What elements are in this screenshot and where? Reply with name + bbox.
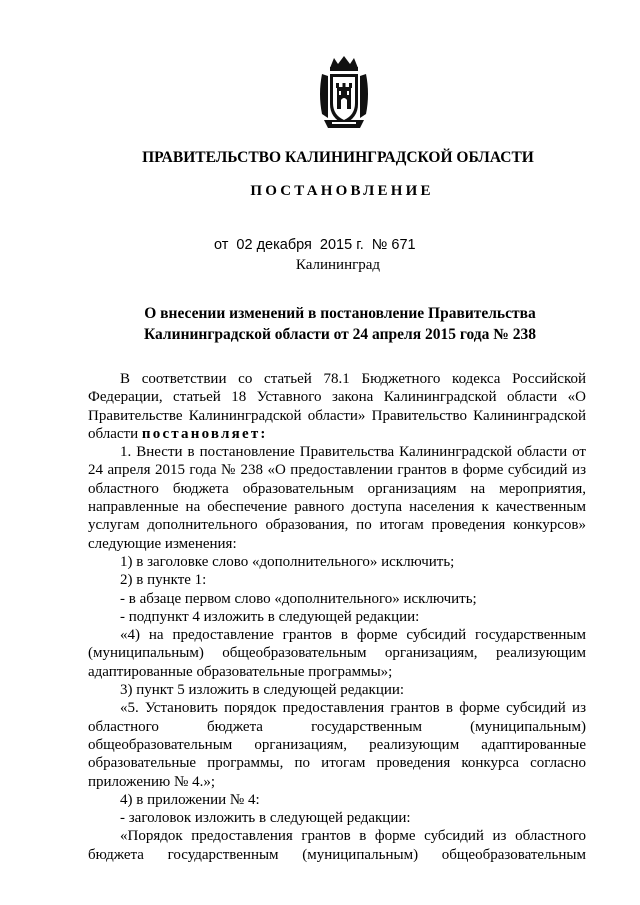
paragraph-4: - в абзаце первом слово «дополнительного» исключить;: [120, 590, 477, 607]
resolves-word: постановляет:: [141, 425, 268, 442]
paragraph-1: 1. Внести в постановление Правительства Калининградской области от 24 апреля 2015 года № 238 «О предоставлении грантов в форме субсидий из областного бюджета образовательным организациям на мероприятия, направленные на обеспечение равного доступа населения к качественным услугам дополнительного образования, по итогам проведения конкурсов» следующие изменения:: [88, 444, 586, 552]
subject-line-2: Калининградской области от 24 апреля 2015 года № 238: [144, 326, 536, 343]
subject-line-1: О внесении изменений в постановление Правительства: [144, 305, 536, 322]
document-subject: [94, 303, 586, 345]
paragraph-2: 1) в заголовке слово «дополнительного» исключить;: [120, 553, 455, 570]
document-body: [88, 370, 586, 864]
document-type: ПОСТАНОВЛЕНИЕ: [250, 183, 434, 199]
paragraph-11: «Порядок предоставления грантов в форме субсидий из областного бюджета государственным (муниципальным) общеобразовательным: [88, 828, 586, 863]
paragraph-3: 2) в пункте 1:: [120, 572, 207, 589]
organization-title: ПРАВИТЕЛЬСТВО КАЛИНИНГРАДСКОЙ ОБЛАСТИ: [142, 149, 534, 166]
city: Калининград: [295, 257, 381, 273]
paragraph-10: - заголовок изложить в следующей редакции:: [120, 810, 411, 827]
paragraph-7: 3) пункт 5 изложить в следующей редакции:: [120, 682, 405, 699]
paragraph-9: 4) в приложении № 4:: [120, 791, 260, 808]
document-number: № 671: [371, 237, 416, 253]
paragraph-8: «5. Установить порядок предоставления грантов в форме субсидий из областного бюджета государственным (муниципальным) общеобразовательным организациям, реализующим адаптированные образовательные программы, по итогам проведения конкурса согласно приложению № 4.»;: [88, 700, 586, 790]
document-date: 02 декабря: [236, 237, 312, 253]
date-prefix: от: [214, 237, 229, 253]
date-line: [214, 237, 420, 253]
paragraph-intro: [88, 370, 586, 443]
document-year: 2015 г.: [319, 237, 364, 253]
paragraph-6: «4) на предоставление грантов в форме субсидий государственным (муниципальным) общеобразовательным организациям, реализующим адаптированные образовательные программы»;: [88, 627, 586, 680]
intro-text: В соответствии со статьей 78.1 Бюджетного кодекса Российской Федерации, статьей 18 Уставного закона Калининградской области «О Правительстве Калининградской области» Правительство Калининградской области: [88, 371, 586, 442]
coat-of-arms-icon: [316, 54, 372, 132]
paragraph-5: - подпункт 4 изложить в следующей редакции:: [120, 608, 420, 625]
